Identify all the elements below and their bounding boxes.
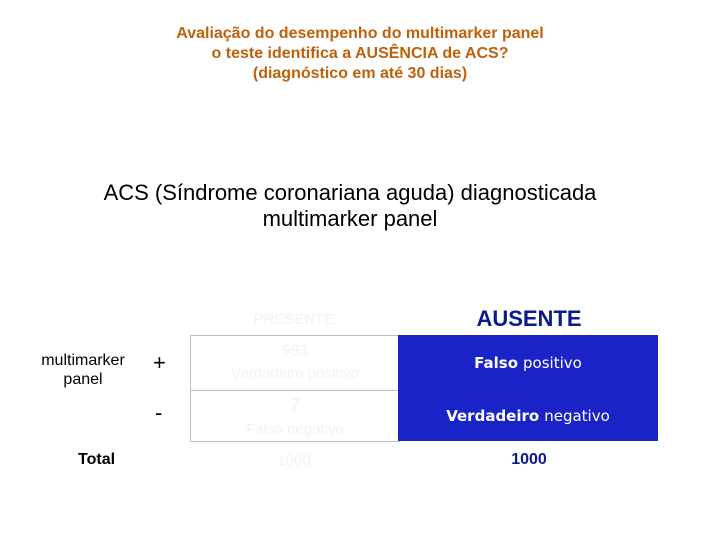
col-header-presente: PRESENTE	[253, 311, 335, 328]
cell-minus-ausente	[398, 390, 658, 441]
title-line-3: (diagnóstico em até 30 dias)	[252, 65, 468, 82]
total-presente: 1000	[277, 452, 311, 469]
row-sign-plus: +	[153, 350, 166, 375]
title-line-2: o teste identifica a AUSÊNCIA de ACS?	[211, 45, 509, 62]
slide-title	[0, 24, 720, 84]
cell-plus-ausente	[398, 335, 658, 390]
total-label: Total	[78, 451, 116, 468]
heading-line-2: multimarker panel	[262, 206, 438, 231]
cell-plus-ausente-rest: positivo	[523, 353, 582, 372]
cell-minus-presente-value: 7	[289, 395, 300, 415]
cell-minus-ausente-rest: negativo	[544, 406, 610, 425]
cell-plus-presente	[190, 335, 400, 391]
row-sign-minus: -	[155, 400, 163, 425]
row-label-multimarker: multimarker panel	[41, 352, 125, 388]
cell-minus-ausente-bold: Verdadeiro	[446, 406, 540, 425]
cell-minus-presente-label: Falso negativo	[246, 421, 344, 438]
col-header-ausente: AUSENTE	[476, 306, 582, 331]
cell-plus-ausente-bold: Falso	[474, 353, 519, 372]
cell-minus-presente	[190, 390, 400, 442]
total-ausente: 1000	[511, 451, 547, 468]
title-line-1: Avaliação do desempenho do multimarker panel	[176, 25, 544, 42]
heading-line-1: ACS (Síndrome coronariana aguda) diagnosticada	[103, 180, 597, 205]
cell-plus-presente-label: Verdadeiro positivo	[231, 365, 359, 382]
cell-plus-presente-value: 993	[282, 342, 308, 359]
table-heading	[0, 180, 700, 232]
